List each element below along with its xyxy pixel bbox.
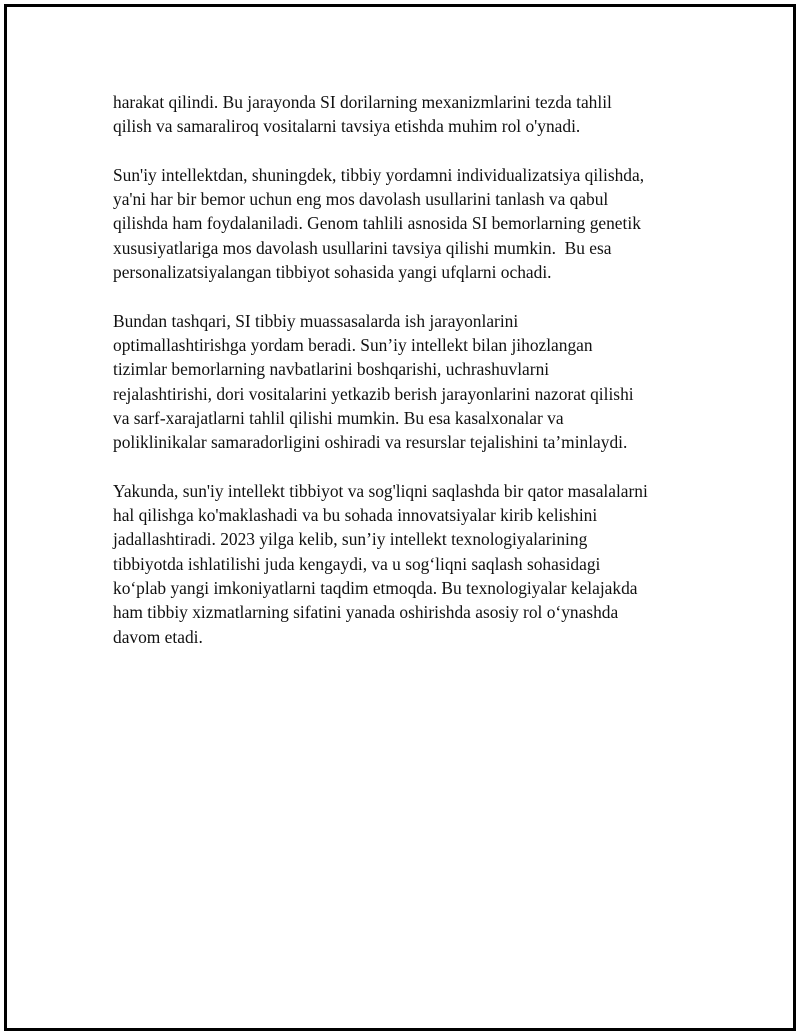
text-line: Yakunda, sun'iy intellekt tibbiyot va sog'liqni saqlashda bir qator masalalarni [113, 480, 648, 501]
paragraph [113, 479, 713, 649]
document-body [113, 90, 713, 673]
paragraph [113, 309, 713, 455]
text-line: qilishda ham foydalaniladi. Genom tahlili asnosida SI bemorlarning genetik [113, 213, 641, 234]
text-line: harakat qilindi. Bu jarayonda SI dorilarning mexanizmlarini tezda tahlil [113, 92, 612, 112]
paragraph [113, 163, 713, 284]
text-line: hal qilishga ko'maklashadi va bu sohada innovatsiyalar kirib kelishini [113, 505, 598, 526]
text-line: xususiyatlariga mos davolash usullarini tavsiya qilishi mumkin. Bu esa [113, 237, 612, 258]
text-line: qilish va samaraliroq vositalarni tavsiya etishda muhim rol o'ynadi. [113, 116, 581, 137]
text-line: poliklinikalar samaradorligini oshiradi va resurslar tejalishini ta’minlaydi. [113, 432, 628, 453]
text-line: Bundan tashqari, SI tibbiy muassasalarda ish jarayonlarini [113, 310, 519, 331]
text-line: jadallashtiradi. 2023 yilga kelib, sun’iy intellekt texnologiyalarining [113, 529, 588, 550]
paragraph [113, 90, 713, 139]
text-line: va sarf-xarajatlarni tahlil qilishi mumkin. Bu esa kasalxonalar va [113, 407, 564, 428]
text-line: rejalashtirishi, dori vositalarini yetkazib berish jarayonlarini nazorat qilishi [113, 383, 634, 404]
text-line: davom etadi. [113, 626, 203, 647]
text-line: ko‘plab yangi imkoniyatlarni taqdim etmoqda. Bu texnologiyalar kelajakda [113, 577, 638, 598]
text-line: ham tibbiy xizmatlarning sifatini yanada oshirishda asosiy rol o‘ynashda [113, 602, 619, 623]
text-line: ya'ni har bir bemor uchun eng mos davolash usullarini tanlash va qabul [113, 189, 609, 210]
text-line: Sun'iy intellektdan, shuningdek, tibbiy yordamni individualizatsiya qilishda, [113, 164, 645, 185]
text-line: tibbiyotda ishlatilishi juda kengaydi, va u sog‘liqni saqlash sohasidagi [113, 553, 601, 574]
text-line: optimallashtirishga yordam beradi. Sun’iy intellekt bilan jihozlangan [113, 334, 593, 355]
text-line: tizimlar bemorlarning navbatlarini boshqarishi, uchrashuvlarni [113, 359, 550, 380]
text-line: personalizatsiyalangan tibbiyot sohasida yangi ufqlarni ochadi. [113, 262, 552, 283]
